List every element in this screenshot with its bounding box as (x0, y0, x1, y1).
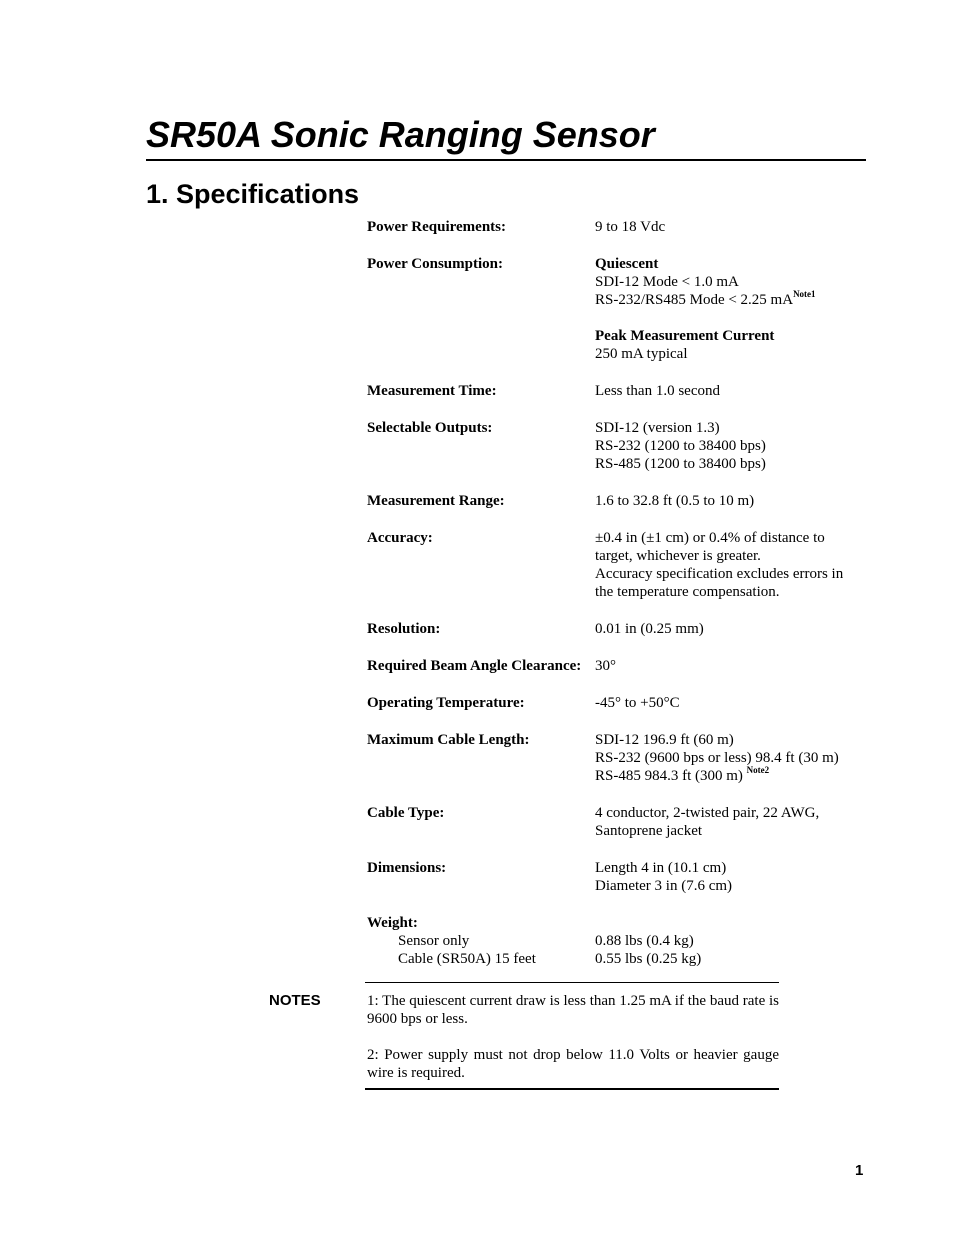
spec-value: 9 to 18 Vdc (595, 219, 666, 235)
specifications-table (367, 218, 867, 986)
page-number: 1 (855, 1162, 864, 1179)
output-line: RS-232 (1200 to 38400 bps) (595, 438, 766, 454)
spec-label: Operating Temperature: (367, 695, 525, 711)
cable-type-line: Santoprene jacket (595, 823, 703, 839)
spec-label: Accuracy: (367, 530, 433, 546)
spec-label: Selectable Outputs: (367, 420, 493, 436)
rs-mode-current (595, 291, 867, 309)
spec-beam-angle-clearance (367, 657, 867, 675)
spec-resolution (367, 620, 867, 638)
rs-mode-text: RS-232/RS485 Mode < 2.25 mA (595, 292, 794, 308)
spec-weight (367, 914, 867, 968)
spec-power-requirements (367, 218, 867, 236)
spec-value (595, 731, 867, 785)
spec-label: Measurement Time: (367, 383, 497, 399)
spec-value (595, 804, 867, 840)
spec-value: 30° (595, 658, 616, 674)
note-reference: Note2 (746, 765, 770, 775)
spec-label: Maximum Cable Length: (367, 732, 530, 748)
document-title: SR50A Sonic Ranging Sensor (146, 113, 866, 161)
spec-value (595, 529, 867, 601)
output-line: RS-485 (1200 to 38400 bps) (595, 456, 766, 472)
cable-length-line: SDI-12 196.9 ft (60 m) (595, 732, 734, 748)
spec-label: Cable Type: (367, 805, 445, 821)
spec-selectable-outputs (367, 419, 867, 473)
spec-cable-type (367, 804, 867, 840)
dimension-line: Diameter 3 in (7.6 cm) (595, 878, 733, 894)
peak-current-value: 250 mA typical (595, 346, 688, 362)
spec-value (595, 255, 867, 363)
weight-label: Weight: (367, 915, 418, 931)
spec-max-cable-length (367, 731, 867, 785)
spec-value (595, 859, 867, 895)
peak-current-heading: Peak Measurement Current (595, 328, 775, 344)
cable-length-text: RS-485 984.3 ft (300 m) (595, 768, 747, 784)
sdi-mode-current: SDI-12 Mode < 1.0 mA (595, 274, 739, 290)
spec-label: Measurement Range: (367, 493, 505, 509)
cable-length-line (595, 767, 867, 785)
notes-box (365, 982, 779, 1090)
quiescent-heading: Quiescent (595, 256, 659, 272)
note-1: 1: The quiescent current draw is less than 1.25 mA if the baud rate is 9600 bps or less. (367, 993, 779, 1027)
spec-value (595, 914, 867, 968)
spec-label: Power Requirements: (367, 219, 506, 235)
spec-label (367, 914, 595, 968)
spec-label: Dimensions: (367, 860, 447, 876)
spec-label: Resolution: (367, 621, 441, 637)
spec-value (595, 419, 867, 473)
cable-length-line: RS-232 (9600 bps or less) 98.4 ft (30 m) (595, 750, 839, 766)
accuracy-line: the temperature compensation. (595, 584, 780, 600)
spec-operating-temperature (367, 694, 867, 712)
spec-label: Power Consumption: (367, 256, 503, 272)
spec-value: Less than 1.0 second (595, 383, 720, 399)
section-heading: 1. Specifications (146, 179, 360, 209)
weight-sensor-value: 0.88 lbs (0.4 kg) (595, 933, 694, 949)
accuracy-line: ±0.4 in (±1 cm) or 0.4% of distance to (595, 530, 825, 546)
cable-type-line: 4 conductor, 2-twisted pair, 22 AWG, (595, 805, 820, 821)
spec-measurement-range (367, 492, 867, 510)
spec-power-consumption (367, 255, 867, 363)
weight-cable-label: Cable (SR50A) 15 feet (398, 951, 536, 967)
spec-value: -45° to +50°C (595, 695, 680, 711)
note-reference: Note1 (793, 289, 816, 299)
weight-cable-value: 0.55 lbs (0.25 kg) (595, 951, 702, 967)
notes-label: NOTES (269, 992, 321, 1009)
accuracy-line: target, whichever is greater. (595, 548, 761, 564)
spec-accuracy (367, 529, 867, 601)
accuracy-line: Accuracy specification excludes errors in (595, 566, 844, 582)
spec-label: Required Beam Angle Clearance: (367, 658, 582, 674)
weight-sensor-label: Sensor only (398, 933, 470, 949)
dimension-line: Length 4 in (10.1 cm) (595, 860, 727, 876)
note-2: 2: Power supply must not drop below 11.0 Volts or heavier gauge wire is required. (367, 1047, 779, 1081)
spec-measurement-time (367, 382, 867, 400)
spec-value: 0.01 in (0.25 mm) (595, 621, 704, 637)
spec-value: 1.6 to 32.8 ft (0.5 to 10 m) (595, 493, 755, 509)
output-line: SDI-12 (version 1.3) (595, 420, 720, 436)
spec-dimensions (367, 859, 867, 895)
